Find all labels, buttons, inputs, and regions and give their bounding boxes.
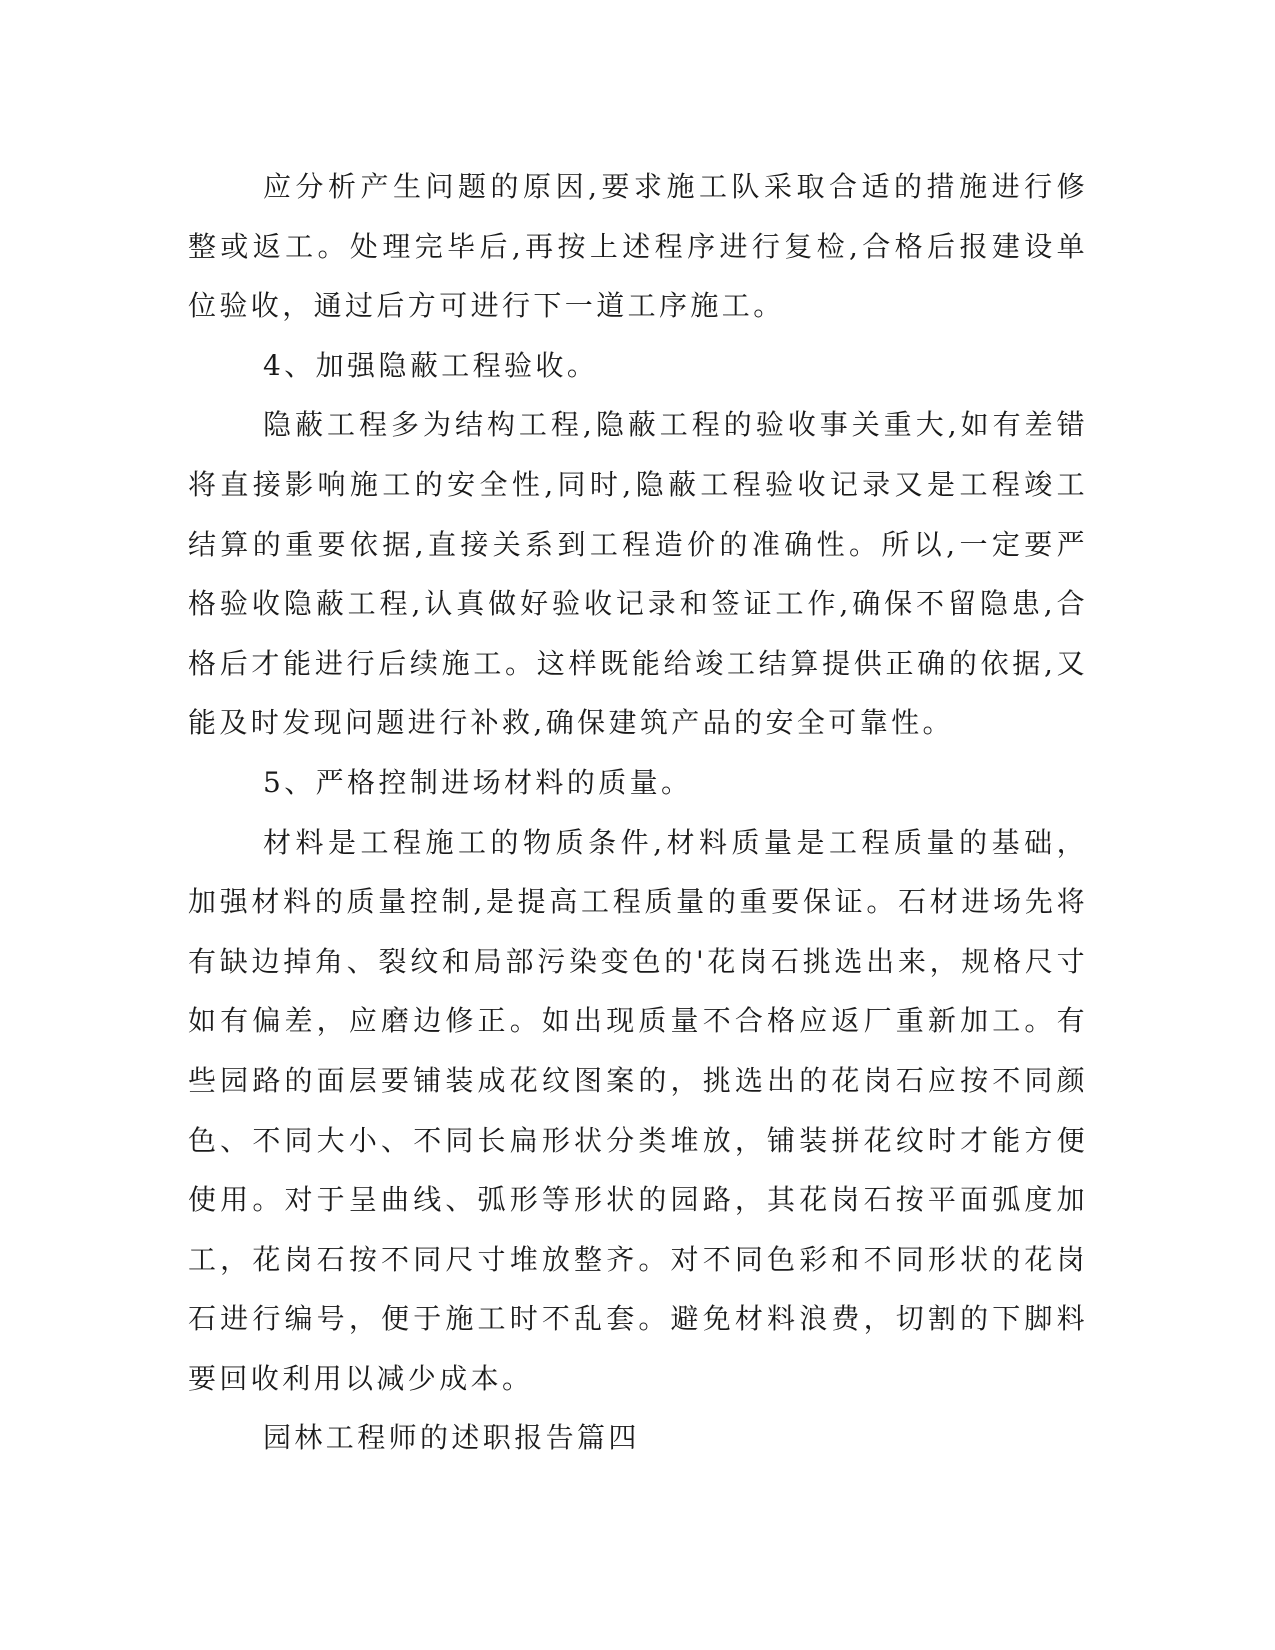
heading-concealed-work-acceptance: 4、加强隐蔽工程验收。: [263, 348, 599, 382]
section-title: 园林工程师的述职报告篇四: [263, 1421, 640, 1455]
document-body: [188, 157, 1088, 1468]
paragraph-concealed-work: 隐蔽工程多为结构工程,隐蔽工程的验收事关重大,如有差错将直接影响施工的安全性,同时,隐蔽工程验收记录又是工程竣工结算的重要依据,直接关系到工程造价的准确性。所以,一定要严格验收隐蔽工程,认真做好验收记录和签证工作,确保不留隐患,合格后才能进行后续施工。这样既能给竣工结算提供正确的依据,又能及时发现问题进行补救,确保建筑产品的安全可靠性。: [188, 408, 1088, 740]
paragraph-material-quality: 材料是工程施工的物质条件,材料质量是工程质量的基础，加强材料的质量控制,是提高工程质量的重要保证。石材进场先将有缺边掉角、裂纹和局部污染变色的'花岗石挑选出来，规格尺寸如有偏差，应磨边修正。如出现质量不合格应返厂重新加工。有些园路的面层要铺装成花纹图案的，挑选出的花岗石应按不同颜色、不同大小、不同长扁形状分类堆放，铺装拼花纹时才能方便使用。对于呈曲线、弧形等形状的园路，其花岗石按平面弧度加工，花岗石按不同尺寸堆放整齐。对不同色彩和不同形状的花岗石进行编号，便于施工时不乱套。避免材料浪费，切割的下脚料要回收利用以减少成本。: [188, 825, 1088, 1395]
heading-material-quality: 5、严格控制进场材料的质量。: [263, 765, 693, 799]
paragraph-rework-procedure: 应分析产生问题的原因,要求施工队采取合适的措施进行修整或返工。处理完毕后,再按上述程序进行复检,合格后报建设单位验收，通过后方可进行下一道工序施工。: [188, 170, 1088, 323]
